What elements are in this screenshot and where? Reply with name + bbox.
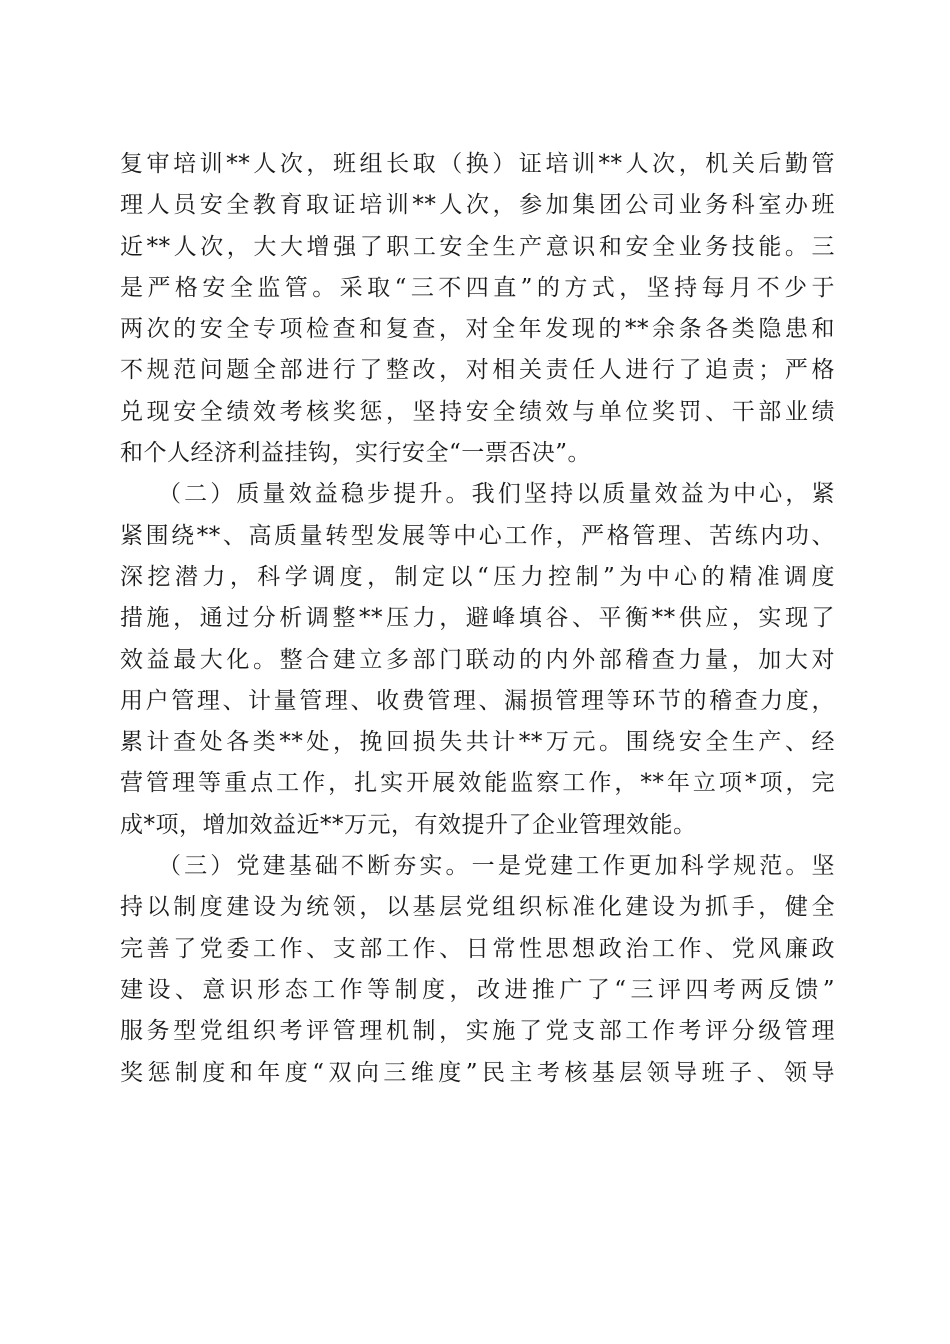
text-line xyxy=(120,227,835,268)
text-line xyxy=(120,970,835,1011)
document-body-text xyxy=(120,144,835,1094)
text-line xyxy=(120,474,835,515)
text-line-content: 建设、意识形态工作等制度，改进推广了“三评四考两反馈” xyxy=(120,976,835,1003)
text-line xyxy=(120,846,835,887)
text-line xyxy=(120,1011,835,1052)
text-line xyxy=(120,433,835,474)
text-line xyxy=(120,887,835,928)
text-line xyxy=(120,268,835,309)
text-line-content: 奖惩制度和年度“双向三维度”民主考核基层领导班子、领导 xyxy=(120,1059,835,1086)
text-line xyxy=(120,309,835,350)
text-line-content: 理人员安全教育取证培训**人次，参加集团公司业务科室办班 xyxy=(120,192,835,219)
text-line xyxy=(120,722,835,763)
text-line-content: 深挖潜力，科学调度，制定以“压力控制”为中心的精准调度 xyxy=(120,563,835,590)
text-line-content: 措施，通过分析调整**压力，避峰填谷、平衡**供应，实现了 xyxy=(120,605,835,632)
text-line xyxy=(120,350,835,391)
text-line xyxy=(120,185,835,226)
text-line xyxy=(120,1053,835,1094)
text-line xyxy=(120,516,835,557)
text-line-content: 是严格安全监管。采取“三不四直”的方式，坚持每月不少于 xyxy=(120,274,835,301)
text-line-content: 完善了党委工作、支部工作、日常性思想政治工作、党风廉政 xyxy=(120,935,835,962)
text-line xyxy=(120,929,835,970)
text-line-content: 服务型党组织考评管理机制，实施了党支部工作考评分级管理 xyxy=(120,1018,835,1045)
text-line xyxy=(120,681,835,722)
text-line xyxy=(120,392,835,433)
text-line-content: （二）质量效益稳步提升。我们坚持以质量效益为中心，紧 xyxy=(158,481,835,508)
text-line-content: 成*项，增加效益近**万元，有效提升了企业管理效能。 xyxy=(120,811,697,838)
text-line-content: 和个人经济利益挂钩，实行安全“一票否决”。 xyxy=(120,440,592,467)
text-line-content: 持以制度建设为统领，以基层党组织标准化建设为抓手，健全 xyxy=(120,894,835,921)
text-line-content: （三）党建基础不断夯实。一是党建工作更加科学规范。坚 xyxy=(158,853,835,880)
text-line xyxy=(120,557,835,598)
text-line xyxy=(120,640,835,681)
text-line xyxy=(120,144,835,185)
text-line xyxy=(120,763,835,804)
text-line-content: 近**人次，大大增强了职工安全生产意识和安全业务技能。三 xyxy=(120,233,835,260)
text-line-content: 营管理等重点工作，扎实开展效能监察工作，**年立项*项，完 xyxy=(120,770,835,797)
text-line-content: 效益最大化。整合建立多部门联动的内外部稽查力量，加大对 xyxy=(120,646,835,673)
text-line xyxy=(120,805,835,846)
text-line-content: 紧围绕**、高质量转型发展等中心工作，严格管理、苦练内功、 xyxy=(120,522,835,549)
text-line-content: 不规范问题全部进行了整改，对相关责任人进行了追责；严格 xyxy=(120,357,835,384)
text-line-content: 复审培训**人次，班组长取（换）证培训**人次，机关后勤管 xyxy=(120,151,835,177)
text-line xyxy=(120,598,835,639)
text-line-content: 两次的安全专项检查和复查，对全年发现的**余条各类隐患和 xyxy=(120,316,835,343)
text-line-content: 用户管理、计量管理、收费管理、漏损管理等环节的稽查力度， xyxy=(120,687,835,714)
text-line-content: 兑现安全绩效考核奖惩，坚持安全绩效与单位奖罚、干部业绩 xyxy=(120,398,835,425)
text-line-content: 累计查处各类**处，挽回损失共计**万元。围绕安全生产、经 xyxy=(120,729,835,756)
